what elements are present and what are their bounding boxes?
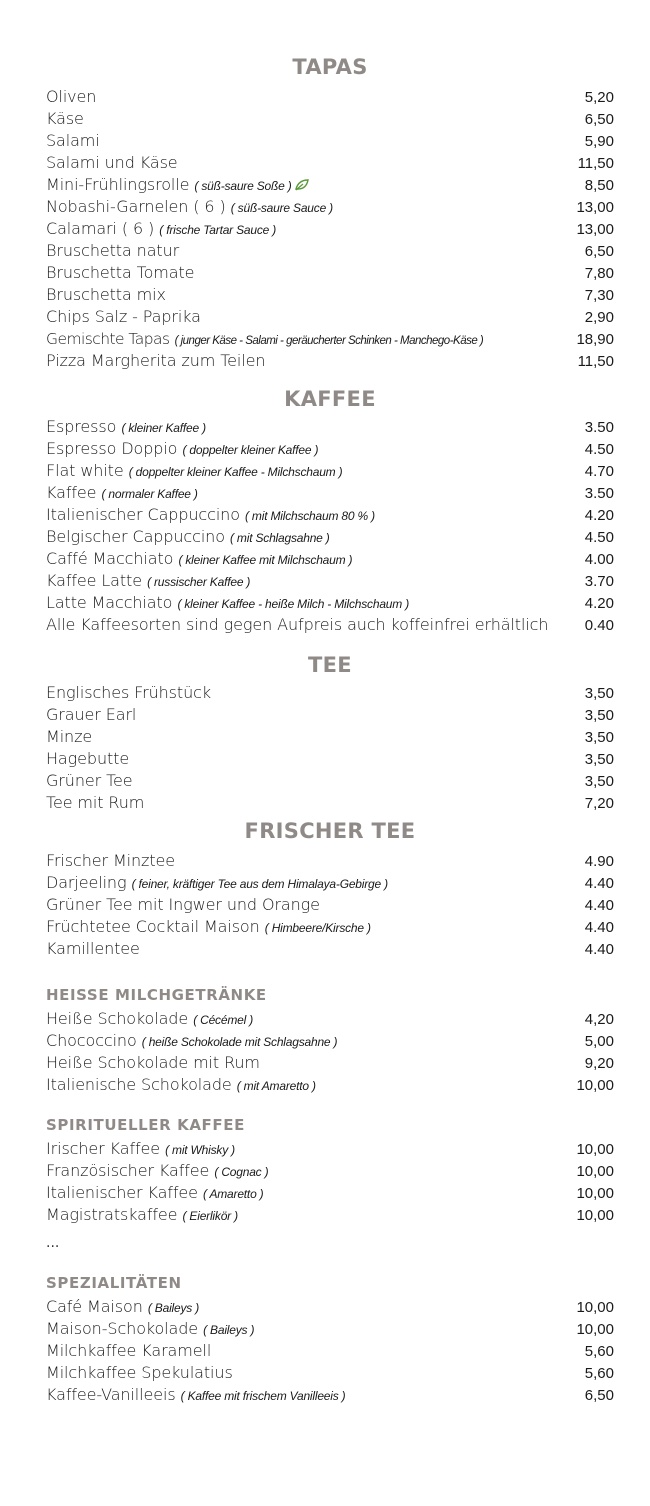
item-price: 7,80 — [584, 265, 614, 282]
item-label — [46, 438, 318, 461]
item-price: 4.40 — [584, 875, 614, 892]
item-label — [46, 306, 201, 328]
item-label — [46, 592, 409, 615]
item-price: 10,00 — [576, 1207, 614, 1224]
item-name: Kaffee Latte — [46, 571, 142, 590]
menu-item — [46, 152, 614, 174]
menu-item — [46, 196, 614, 218]
item-note: ( normaler Kaffee ) — [101, 487, 198, 501]
menu-item — [46, 504, 614, 526]
item-price: 4.90 — [584, 853, 614, 870]
item-label — [46, 218, 276, 241]
item-name: Gemischte Tapas — [46, 330, 170, 348]
item-name: Espresso — [46, 417, 117, 436]
item-name: Calamari ( 6 ) — [46, 219, 155, 238]
item-price: 4.70 — [584, 463, 614, 480]
menu-item — [46, 1052, 614, 1074]
item-label — [46, 1074, 316, 1097]
item-name: Bruschetta natur — [46, 241, 180, 260]
item-name: Frischer Minztee — [46, 851, 175, 870]
menu-item — [46, 1182, 614, 1204]
item-label — [46, 504, 375, 527]
item-price: 4.50 — [584, 529, 614, 546]
item-label — [46, 1340, 211, 1362]
section-title: HEISSE MILCHGETRÄNKE — [46, 986, 267, 1004]
menu-item — [46, 416, 614, 438]
section-title: TEE — [308, 653, 352, 677]
item-price: 13,00 — [576, 199, 614, 216]
item-name: Grüner Tee — [46, 771, 133, 790]
item-label — [46, 1362, 233, 1384]
item-note: ( heiße Schokolade mit Schlagsahne ) — [141, 1035, 338, 1049]
item-name: Heiße Schokolade — [46, 1009, 189, 1028]
menu-item — [46, 850, 614, 872]
item-label — [46, 1296, 199, 1319]
item-price: 10,00 — [576, 1163, 614, 1180]
item-name: Salami — [46, 131, 100, 150]
item-price: 7,20 — [584, 795, 614, 812]
item-name: Minze — [46, 727, 93, 746]
item-label — [46, 704, 136, 726]
item-label — [46, 1318, 254, 1341]
item-note: ( mit Milchschaum 80 % ) — [245, 509, 375, 523]
item-label — [46, 174, 309, 197]
menu-item — [46, 460, 614, 482]
item-note: ( Kaffee mit frischem Vanilleeis ) — [180, 1389, 346, 1403]
item-label — [46, 570, 250, 593]
menu-item — [46, 284, 614, 306]
item-price: 10,00 — [576, 1321, 614, 1338]
item-label — [46, 726, 92, 748]
section-title: TAPAS — [292, 55, 368, 79]
item-name: Flat white — [46, 461, 124, 480]
item-label — [46, 482, 198, 505]
menu-item — [46, 592, 614, 614]
item-name: Italienische Schokolade — [46, 1075, 232, 1094]
menu-item — [46, 1074, 614, 1096]
item-price: 3,50 — [584, 707, 614, 724]
section-title: KAFFEE — [284, 387, 376, 411]
item-price: 3.70 — [584, 573, 614, 590]
item-name: Belgischer Cappuccino — [46, 527, 225, 546]
item-name: Milchkaffee Spekulatius — [46, 1363, 233, 1382]
section-title: SPIRITUELLER KAFFEE — [46, 1116, 245, 1134]
item-price: 3.50 — [584, 419, 614, 436]
item-label — [46, 350, 265, 372]
item-label — [46, 872, 388, 895]
item-price: 10,00 — [576, 1077, 614, 1094]
menu-item — [46, 792, 614, 814]
item-price: 8,50 — [584, 177, 614, 194]
menu-item — [46, 614, 614, 636]
section-tapas — [46, 54, 614, 372]
item-price: 18,90 — [576, 331, 614, 348]
item-name: Oliven — [46, 87, 97, 106]
menu-item — [46, 1030, 614, 1052]
item-name: Espresso Doppio — [46, 439, 178, 458]
item-note: ( russischer Kaffee ) — [147, 575, 251, 589]
item-label — [46, 526, 330, 549]
menu-item — [46, 1340, 614, 1362]
item-name: Kaffee-Vanilleeis — [46, 1385, 176, 1404]
item-note: ( mit Schlagsahne ) — [230, 531, 330, 545]
item-name: Alle Kaffeesorten sind gegen Aufpreis auch koffeinfrei erhältlich — [46, 615, 549, 634]
item-price: 11,50 — [577, 155, 614, 172]
item-name: Mini-Frühlingsrolle — [46, 175, 190, 194]
item-name: Irischer Kaffee — [46, 1139, 160, 1158]
section-tee — [46, 652, 614, 814]
item-note: ( feiner, kräftiger Tee aus dem Himalaya-Gebirge ) — [131, 877, 388, 891]
item-price: 4.50 — [584, 441, 614, 458]
item-label — [46, 1204, 238, 1227]
item-price: 3,50 — [584, 729, 614, 746]
item-label — [46, 748, 129, 770]
item-name: Früchtetee Cocktail Maison — [46, 917, 260, 936]
menu-item — [46, 1138, 614, 1160]
item-price: 5,60 — [584, 1343, 614, 1360]
item-name: Italienischer Cappuccino — [46, 505, 240, 524]
item-name: Französischer Kaffee — [46, 1161, 210, 1180]
item-name: Bruschetta Tomate — [46, 263, 195, 282]
item-price: 10,00 — [576, 1299, 614, 1316]
menu-item — [46, 1362, 614, 1384]
section-kaffee — [46, 386, 614, 636]
item-label — [46, 1160, 268, 1183]
item-price: 10,00 — [576, 1141, 614, 1158]
menu-item — [46, 916, 614, 938]
item-name: Italienischer Kaffee — [46, 1183, 198, 1202]
menu-item — [46, 938, 614, 960]
item-label — [46, 1182, 263, 1205]
item-price: 5,20 — [584, 89, 614, 106]
item-price: 6,50 — [584, 111, 614, 128]
item-label — [46, 1384, 345, 1407]
menu-item — [46, 350, 614, 372]
menu-item — [46, 328, 614, 350]
menu-item — [46, 108, 614, 130]
item-price: 13,00 — [576, 221, 614, 238]
item-note: ( Eierlikör ) — [182, 1209, 238, 1223]
item-label — [46, 894, 320, 916]
item-name: Chococcino — [46, 1031, 137, 1050]
item-label — [46, 416, 206, 439]
item-label — [46, 682, 211, 704]
item-label — [46, 614, 548, 636]
item-note: ( frische Tartar Sauce ) — [159, 223, 277, 237]
item-label — [46, 916, 371, 939]
item-name: Nobashi-Garnelen ( 6 ) — [46, 197, 226, 216]
item-note: ( doppelter kleiner Kaffee - Milchschaum ) — [128, 465, 343, 479]
section-title: SPEZIALITÄTEN — [46, 1274, 182, 1292]
item-price: 4.40 — [584, 919, 614, 936]
item-label — [46, 196, 333, 219]
item-name: Café Maison — [46, 1297, 143, 1316]
item-price: 4,20 — [584, 1011, 614, 1028]
section-frischer-tee — [46, 818, 614, 960]
item-note: ( doppelter kleiner Kaffee ) — [182, 443, 319, 457]
item-note: ( Cécémel ) — [193, 1013, 253, 1027]
menu-item — [46, 770, 614, 792]
menu-item — [46, 218, 614, 240]
item-name: Grüner Tee mit Ingwer und Orange — [46, 895, 320, 914]
menu-item — [46, 306, 614, 328]
item-name: Salami und Käse — [46, 153, 178, 172]
item-note: ( Baileys ) — [147, 1301, 200, 1315]
item-label — [46, 240, 179, 262]
item-label — [46, 328, 483, 352]
ellipsis-text: ... — [46, 1235, 60, 1251]
item-label — [46, 770, 133, 792]
item-note: ( süß-saure Soße ) — [194, 179, 292, 193]
item-price: 5,00 — [584, 1033, 614, 1050]
menu-item — [46, 570, 614, 592]
menu-item — [46, 262, 614, 284]
menu-item — [46, 748, 614, 770]
item-price: 2,90 — [584, 309, 614, 326]
item-note: ( Amaretto ) — [202, 1187, 264, 1201]
menu-item — [46, 130, 614, 152]
item-note: ( mit Amaretto ) — [236, 1079, 316, 1093]
section-heisse-milchgetraenke — [46, 984, 614, 1096]
item-price: 5,90 — [584, 133, 614, 150]
menu-item — [46, 1384, 614, 1406]
menu-item — [46, 526, 614, 548]
vegetarian-leaf-icon — [295, 175, 309, 187]
item-label — [46, 938, 140, 960]
item-name: Käse — [46, 109, 84, 128]
menu-item — [46, 548, 614, 570]
menu-item — [46, 1160, 614, 1182]
item-note: ( mit Whisky ) — [165, 1143, 235, 1157]
item-name: Chips Salz - Paprika — [46, 307, 201, 326]
item-price: 10,00 — [576, 1185, 614, 1202]
item-name: Magistratskaffee — [46, 1205, 178, 1224]
menu-item — [46, 240, 614, 262]
menu-item — [46, 704, 614, 726]
item-price: 4.20 — [584, 507, 614, 524]
item-note: ( junger Käse - Salami - geräucherter Schinken - Manchego-Käse ) — [174, 335, 484, 347]
item-price: 6,50 — [584, 243, 614, 260]
item-price: 4.40 — [584, 941, 614, 958]
item-note: ( kleiner Kaffee - heiße Milch - Milchschaum ) — [177, 597, 409, 611]
item-label — [46, 1052, 260, 1074]
item-label — [46, 1030, 337, 1053]
item-label — [46, 108, 84, 130]
item-price: 0.40 — [584, 617, 614, 634]
menu-item — [46, 174, 614, 196]
item-price: 11,50 — [577, 353, 614, 370]
section-spiritueller-kaffee — [46, 1114, 614, 1254]
menu-item — [46, 438, 614, 460]
item-label — [46, 1008, 253, 1031]
item-name: Heiße Schokolade mit Rum — [46, 1053, 260, 1072]
item-price: 3.50 — [584, 485, 614, 502]
item-label — [46, 86, 96, 108]
item-price: 4.00 — [584, 551, 614, 568]
item-name: Englisches Frühstück — [46, 683, 211, 702]
item-name: Bruschetta mix — [46, 285, 166, 304]
menu-item — [46, 682, 614, 704]
item-price: 3,50 — [584, 751, 614, 768]
item-price: 4.20 — [584, 595, 614, 612]
item-note: ( kleiner Kaffee mit Milchschaum ) — [178, 553, 353, 567]
item-label — [46, 1138, 235, 1161]
item-name: Milchkaffee Karamell — [46, 1341, 212, 1360]
menu-item — [46, 86, 614, 108]
item-price: 4.40 — [584, 897, 614, 914]
menu-item — [46, 726, 614, 748]
item-price: 3,50 — [584, 773, 614, 790]
item-name: Pizza Margherita zum Teilen — [46, 351, 266, 370]
section-title: FRISCHER TEE — [244, 819, 416, 843]
menu-item — [46, 872, 614, 894]
item-name: Kaffee — [46, 483, 97, 502]
item-label — [46, 130, 100, 152]
item-label — [46, 548, 352, 571]
item-name: Grauer Earl — [46, 705, 137, 724]
item-name: Maison-Schokolade — [46, 1319, 199, 1338]
menu-item — [46, 894, 614, 916]
menu-item — [46, 1296, 614, 1318]
item-name: Darjeeling — [46, 873, 127, 892]
menu-item — [46, 482, 614, 504]
item-label — [46, 152, 178, 174]
item-name: Hagebutte — [46, 749, 130, 768]
item-label — [46, 262, 194, 284]
item-price: 3,50 — [584, 685, 614, 702]
menu-item — [46, 1318, 614, 1340]
item-name: Caffé Macchiato — [46, 549, 174, 568]
item-name: Latte Macchiato — [46, 593, 173, 612]
item-price: 5,60 — [584, 1365, 614, 1382]
item-price: 9,20 — [584, 1055, 614, 1072]
item-price: 7,30 — [584, 287, 614, 304]
item-note: ( Cognac ) — [214, 1165, 269, 1179]
item-name: Tee mit Rum — [46, 793, 145, 812]
item-note: ( kleiner Kaffee ) — [121, 421, 206, 435]
item-label — [46, 460, 342, 483]
section-spezialitaeten — [46, 1272, 614, 1406]
item-label — [46, 792, 144, 814]
item-label — [46, 850, 175, 872]
item-note: ( süß-saure Sauce ) — [230, 201, 333, 215]
item-price: 6,50 — [584, 1387, 614, 1404]
item-name: Kamillentee — [46, 939, 140, 958]
item-note: ( Baileys ) — [203, 1323, 255, 1337]
menu-item — [46, 1204, 614, 1226]
menu-item — [46, 1008, 614, 1030]
item-label — [46, 284, 166, 306]
item-note: ( Himbeere/Kirsche ) — [264, 921, 371, 935]
